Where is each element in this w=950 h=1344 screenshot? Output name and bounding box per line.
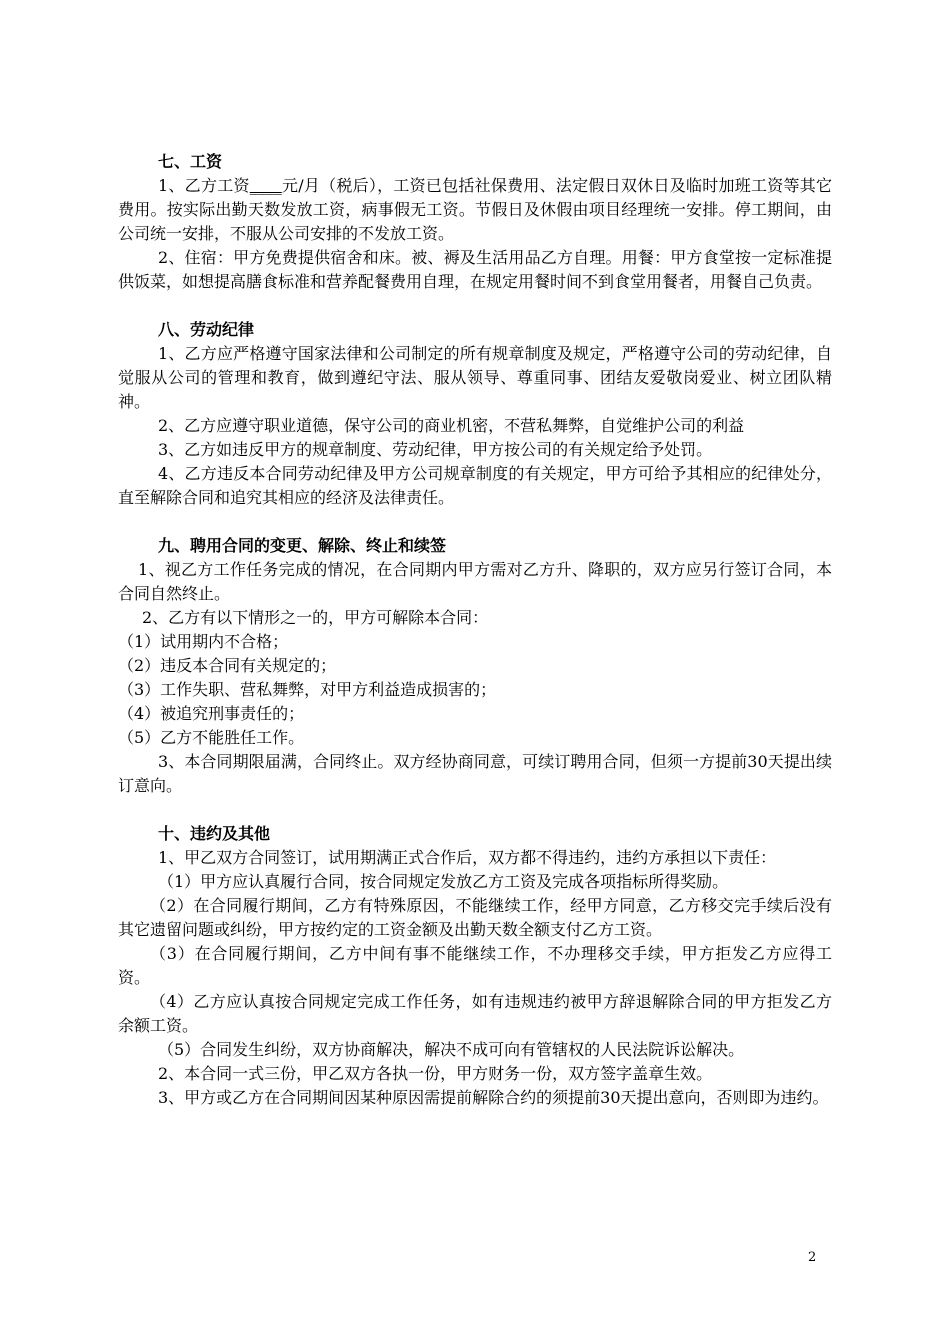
list-item: （1）甲方应认真履行合同，按合同规定发放乙方工资及完成各项指标所得奖励。: [158, 872, 729, 891]
paragraph: 2、乙方应遵守职业道德，保守公司的商业机密，不营私舞弊，自觉维护公司的利益: [158, 416, 745, 435]
list-item: （3）在合同履行期间，乙方中间有事不能继续工作，不办理移交手续，甲方拒发乙方应得工资。: [118, 944, 832, 987]
paragraph: 3、本合同期限届满，合同终止。双方经协商同意，可续订聘用合同，但须一方提前30天提出续订意向。: [118, 752, 832, 795]
section-heading: 七、工资: [158, 152, 223, 171]
list-item: （5）乙方不能胜任工作。: [118, 728, 305, 747]
paragraph: 1、甲乙双方合同签订，试用期满正式合作后，双方都不得违约，违约方承担以下责任：: [158, 848, 777, 867]
list-item: （4）乙方应认真按合同规定完成工作任务，如有违规违约被甲方辞退解除合同的甲方拒发乙方余额工资。: [118, 992, 832, 1035]
paragraph: 1、视乙方工作任务完成的情况，在合同期内甲方需对乙方升、降职的，双方应另行签订合同，本合同自然终止。: [118, 560, 832, 603]
section-heading: 十、违约及其他: [158, 824, 271, 843]
section-labor-discipline: [118, 318, 832, 510]
list-item: （2）在合同履行期间，乙方有特殊原因，不能继续工作，经甲方同意，乙方移交完手续后没有其它遗留问题或纠纷，甲方按约定的工资金额及出勤天数全额支付乙方工资。: [118, 896, 832, 939]
paragraph: 2、本合同一式三份，甲乙双方各执一份，甲方财务一份，双方签字盖章生效。: [158, 1064, 713, 1083]
section-heading: 九、聘用合同的变更、解除、终止和续签: [158, 536, 447, 555]
document-page: [118, 150, 832, 1134]
paragraph: 4、乙方违反本合同劳动纪律及甲方公司规章制度的有关规定，甲方可给予其相应的纪律处分，直至解除合同和追究其相应的经济及法律责任。: [118, 464, 832, 507]
section-contract-changes: [118, 534, 832, 798]
section-wages: [118, 150, 832, 294]
paragraph: 1、乙方应严格遵守国家法律和公司制定的所有规章制度及规定，严格遵守公司的劳动纪律，自觉服从公司的管理和教育，做到遵纪守法、服从领导、尊重同事、团结友爱敬岗爱业、树立团队精神。: [118, 344, 832, 411]
paragraph: 3、乙方如违反甲方的规章制度、劳动纪律，甲方按公司的有关规定给予处罚。: [158, 440, 713, 459]
list-item: （2）违反本合同有关规定的；: [118, 656, 337, 675]
salary-blank: ____: [249, 176, 282, 195]
paragraph: [118, 174, 832, 246]
section-heading: 八、劳动纪律: [158, 320, 255, 339]
paragraph-text: 元/月（税后），工资已包括社保费用、法定假日双休日及临时加班工资等其它费用。按实际出勤天数发放工资，病事假无工资。节假日及休假由项目经理统一安排。停工期间，由公司统一安排，不服从公司安排的不发放工资。: [118, 176, 832, 243]
list-item: （4）被追究刑事责任的；: [118, 704, 305, 723]
paragraph-text: 1、乙方工资: [158, 176, 250, 195]
page-number: 2: [808, 1250, 817, 1265]
list-item: （3）工作失职、营私舞弊，对甲方利益造成损害的；: [118, 680, 497, 699]
list-item: （5）合同发生纠纷，双方协商解决，解决不成可向有管辖权的人民法院诉讼解决。: [158, 1040, 745, 1059]
list-item: （1）试用期内不合格；: [118, 632, 289, 651]
section-breach-and-other: [118, 822, 832, 1110]
paragraph: 2、乙方有以下情形之一的，甲方可解除本合同：: [142, 608, 489, 627]
paragraph: 2、住宿：甲方免费提供宿舍和床。被、褥及生活用品乙方自理。用餐：甲方食堂按一定标准提供饭菜，如想提高膳食标准和营养配餐费用自理，在规定用餐时间不到食堂用餐者，用餐自己负责。: [118, 248, 832, 291]
paragraph: 3、甲方或乙方在合同期间因某种原因需提前解除合约的须提前30天提出意向，否则即为违约。: [158, 1088, 829, 1107]
